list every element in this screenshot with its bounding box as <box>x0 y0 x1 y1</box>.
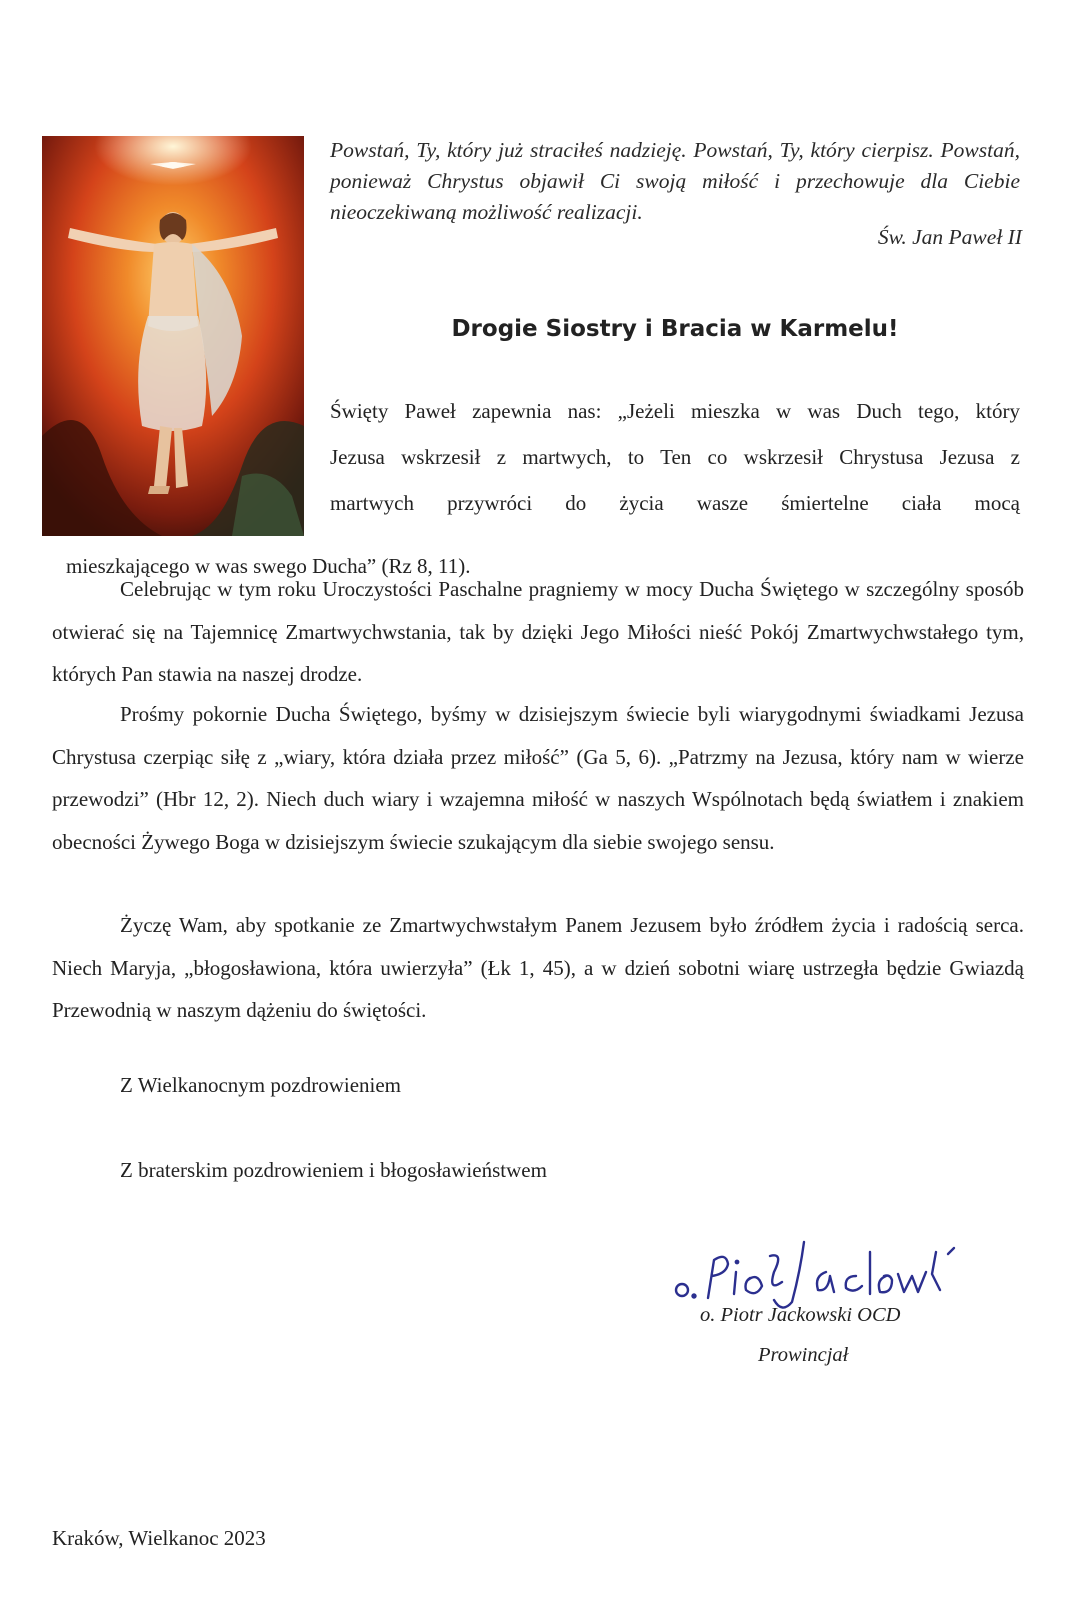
signer-name: o. Piotr Jackowski OCD <box>700 1304 901 1326</box>
paragraph-holy-spirit: Prośmy pokornie Ducha Świętego, byśmy w dzisiejszym świecie byli wiarygodnymi świadkami Jezusa Chrystusa czerpiąc siłę z „wiary, która działa przez miłość” (Ga 5, 6). „Patrzmy na Jezusa, który nam w wierze przewodzi” (Hbr 12, 2). Niech duch wiary i wzajemna miłość w naszych Wspólnotach będą światłem i znakiem obecności Żywego Boga w dzisiejszym świecie szukającym dla siebie swojego sensu. <box>52 702 1024 854</box>
quote-author: Św. Jan Paweł II <box>877 225 1022 249</box>
signer-title: Prowincjał <box>758 1344 849 1366</box>
opening-quote: Powstań, Ty, który już straciłeś nadzieję. Powstań, Ty, który cierpisz. Powstań, ponieważ Chrystus objawił Ci swoją miłość i przechowuje dla Ciebie nieoczekiwaną możliwość realizacji. <box>330 138 1020 224</box>
paragraph-easter-celebration: Celebrując w tym roku Uroczystości Paschalne pragniemy w mocy Ducha Świętego w szczególny sposób otwierać się na Tajemnicę Zmartwychwstania, tak by dzięki Jego Miłości nieść Pokój Zmartwychwstałego tym, których Pan stawia na naszej drodze. <box>52 577 1024 686</box>
paragraph1-line: Święty Paweł zapewnia nas: „Jeżeli mieszka w was Duch tego, który <box>330 399 1020 423</box>
paragraph1-line: martwych przywróci do życia wasze śmiertelne ciała mocą <box>330 491 1020 515</box>
resurrection-painting <box>42 136 304 536</box>
closing-easter-greeting: Z Wielkanocnym pozdrowieniem <box>120 1073 402 1097</box>
handwritten-signature <box>664 1232 964 1312</box>
closing-blessing: Z braterskim pozdrowieniem i błogosławieństwem <box>120 1158 547 1182</box>
paragraph-wishes: Życzę Wam, aby spotkanie ze Zmartwychwstałym Panem Jezusem było źródłem życia i radością serca. Niech Maryja, „błogosławiona, która uwierzyła” (Łk 1, 45), a w dzień sobotni wiarę ustrzegła będzie Gwiazdą Przewodnią w naszym dążeniu do świętości. <box>52 913 1024 1022</box>
place-and-date: Kraków, Wielkanoc 2023 <box>52 1526 266 1550</box>
paragraph1-line: Jezusa wskrzesił z martwych, to Ten co wskrzesił Chrystusa Jezusa z <box>330 445 1020 469</box>
paragraph1-last-line: mieszkającego w was swego Ducha” (Rz 8, 11). <box>66 554 471 578</box>
greeting-heading: Drogie Siostry i Bracia w Karmelu! <box>451 316 899 342</box>
